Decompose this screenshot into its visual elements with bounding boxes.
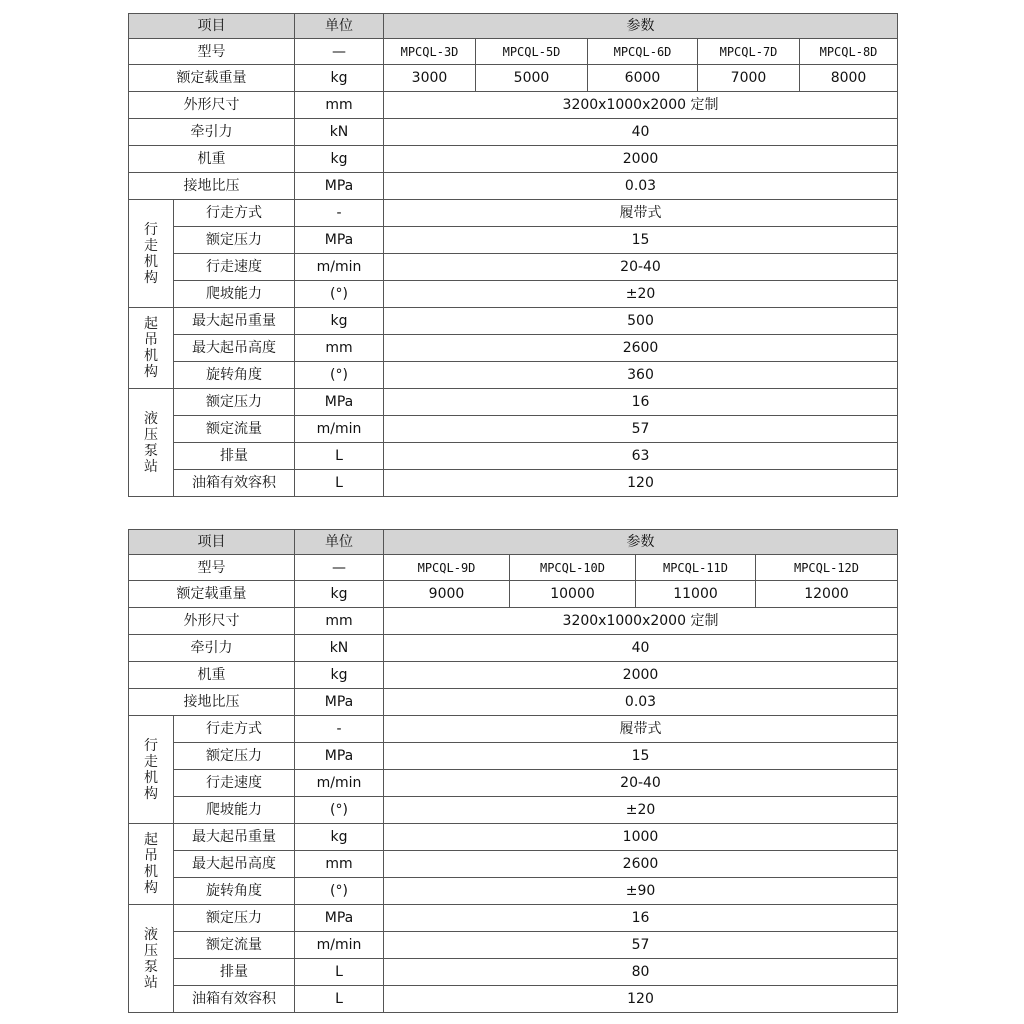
table-row xyxy=(129,389,898,416)
row-value: 40 xyxy=(384,119,898,146)
table-row xyxy=(129,662,898,689)
row-unit: kg xyxy=(295,308,384,335)
row-label: 额定流量 xyxy=(174,416,295,443)
row-label: 排量 xyxy=(174,443,295,470)
table-row xyxy=(129,119,898,146)
load-cell: 7000 xyxy=(698,65,800,92)
row-label: 油箱有效容积 xyxy=(174,470,295,497)
row-label: 行走速度 xyxy=(174,254,295,281)
load-row xyxy=(129,65,898,92)
model-cell: MPCQL-6D xyxy=(588,39,698,65)
row-unit: (°) xyxy=(295,797,384,824)
row-unit: — xyxy=(295,39,384,65)
header-row xyxy=(129,14,898,39)
row-unit: MPa xyxy=(295,689,384,716)
header-item: 项目 xyxy=(129,530,295,555)
table-row xyxy=(129,335,898,362)
row-value: 40 xyxy=(384,635,898,662)
row-unit: L xyxy=(295,959,384,986)
row-unit: m/min xyxy=(295,416,384,443)
load-cell: 8000 xyxy=(800,65,898,92)
row-unit: m/min xyxy=(295,932,384,959)
row-value: 3200x1000x2000 定制 xyxy=(384,608,898,635)
table-row xyxy=(129,959,898,986)
model-cell: MPCQL-10D xyxy=(510,555,636,581)
row-label: 额定载重量 xyxy=(129,581,295,608)
row-value: 20-40 xyxy=(384,770,898,797)
row-unit: - xyxy=(295,200,384,227)
row-label: 旋转角度 xyxy=(174,362,295,389)
table-row xyxy=(129,797,898,824)
header-unit: 单位 xyxy=(295,530,384,555)
row-unit: MPa xyxy=(295,905,384,932)
row-unit: kg xyxy=(295,662,384,689)
row-value: 履带式 xyxy=(384,716,898,743)
row-value: ±20 xyxy=(384,797,898,824)
row-unit: m/min xyxy=(295,254,384,281)
load-cell: 5000 xyxy=(476,65,588,92)
row-unit: mm xyxy=(295,335,384,362)
spec-table-1 xyxy=(128,13,898,497)
row-label: 接地比压 xyxy=(129,173,295,200)
model-cell: MPCQL-5D xyxy=(476,39,588,65)
row-unit: mm xyxy=(295,608,384,635)
row-value: 16 xyxy=(384,389,898,416)
row-label: 型号 xyxy=(129,555,295,581)
row-label: 接地比压 xyxy=(129,689,295,716)
group-label-travel: 行走机构 xyxy=(129,716,174,824)
row-unit: MPa xyxy=(295,389,384,416)
model-cell: MPCQL-9D xyxy=(384,555,510,581)
row-unit: kg xyxy=(295,581,384,608)
row-label: 排量 xyxy=(174,959,295,986)
table-row xyxy=(129,227,898,254)
row-label: 额定流量 xyxy=(174,932,295,959)
row-label: 机重 xyxy=(129,146,295,173)
model-cell: MPCQL-3D xyxy=(384,39,476,65)
row-unit: (°) xyxy=(295,362,384,389)
model-cell: MPCQL-11D xyxy=(636,555,756,581)
load-row xyxy=(129,581,898,608)
row-unit: kg xyxy=(295,146,384,173)
row-label: 最大起吊高度 xyxy=(174,851,295,878)
model-cell: MPCQL-12D xyxy=(756,555,898,581)
table-row xyxy=(129,200,898,227)
group-label-lifting: 起吊机构 xyxy=(129,824,174,905)
header-unit: 单位 xyxy=(295,14,384,39)
group-label-lifting: 起吊机构 xyxy=(129,308,174,389)
row-label: 爬坡能力 xyxy=(174,281,295,308)
row-value: 57 xyxy=(384,932,898,959)
row-value: 2600 xyxy=(384,851,898,878)
header-row xyxy=(129,530,898,555)
row-unit: m/min xyxy=(295,770,384,797)
row-label: 旋转角度 xyxy=(174,878,295,905)
row-value: 15 xyxy=(384,227,898,254)
row-label: 额定压力 xyxy=(174,905,295,932)
row-label: 牵引力 xyxy=(129,119,295,146)
table-row xyxy=(129,308,898,335)
table-row xyxy=(129,173,898,200)
row-value: ±90 xyxy=(384,878,898,905)
row-value: 履带式 xyxy=(384,200,898,227)
row-unit: L xyxy=(295,470,384,497)
table-row xyxy=(129,470,898,497)
model-row xyxy=(129,555,898,581)
row-unit: (°) xyxy=(295,878,384,905)
table-row xyxy=(129,824,898,851)
header-param: 参数 xyxy=(384,14,898,39)
row-value: 3200x1000x2000 定制 xyxy=(384,92,898,119)
row-unit: mm xyxy=(295,851,384,878)
row-label: 爬坡能力 xyxy=(174,797,295,824)
spec-table-2 xyxy=(128,529,898,1013)
group-label-travel: 行走机构 xyxy=(129,200,174,308)
row-unit: (°) xyxy=(295,281,384,308)
row-label: 行走方式 xyxy=(174,200,295,227)
row-unit: MPa xyxy=(295,227,384,254)
row-label: 型号 xyxy=(129,39,295,65)
row-value: 16 xyxy=(384,905,898,932)
table-row xyxy=(129,743,898,770)
row-unit: - xyxy=(295,716,384,743)
load-cell: 11000 xyxy=(636,581,756,608)
row-value: 120 xyxy=(384,470,898,497)
row-unit: kg xyxy=(295,824,384,851)
row-value: 360 xyxy=(384,362,898,389)
row-label: 额定压力 xyxy=(174,743,295,770)
row-label: 额定压力 xyxy=(174,227,295,254)
row-unit: kg xyxy=(295,65,384,92)
table-row xyxy=(129,362,898,389)
row-unit: kN xyxy=(295,635,384,662)
row-value: 63 xyxy=(384,443,898,470)
row-unit: L xyxy=(295,443,384,470)
row-label: 外形尺寸 xyxy=(129,608,295,635)
table-row xyxy=(129,92,898,119)
group-label-hydraulic: 液压泵站 xyxy=(129,905,174,1013)
row-label: 行走速度 xyxy=(174,770,295,797)
row-label: 机重 xyxy=(129,662,295,689)
row-value: 0.03 xyxy=(384,689,898,716)
model-cell: MPCQL-8D xyxy=(800,39,898,65)
row-label: 行走方式 xyxy=(174,716,295,743)
group-label-hydraulic: 液压泵站 xyxy=(129,389,174,497)
row-value: 1000 xyxy=(384,824,898,851)
row-unit: — xyxy=(295,555,384,581)
row-label: 外形尺寸 xyxy=(129,92,295,119)
load-cell: 12000 xyxy=(756,581,898,608)
row-value: 57 xyxy=(384,416,898,443)
row-value: 0.03 xyxy=(384,173,898,200)
row-value: 2000 xyxy=(384,662,898,689)
table-row xyxy=(129,932,898,959)
table-row xyxy=(129,254,898,281)
table-row xyxy=(129,716,898,743)
header-param: 参数 xyxy=(384,530,898,555)
row-value: 80 xyxy=(384,959,898,986)
row-unit: mm xyxy=(295,92,384,119)
row-label: 最大起吊重量 xyxy=(174,308,295,335)
table-row xyxy=(129,878,898,905)
row-value: 20-40 xyxy=(384,254,898,281)
row-label: 最大起吊重量 xyxy=(174,824,295,851)
row-value: ±20 xyxy=(384,281,898,308)
table-row xyxy=(129,851,898,878)
row-unit: MPa xyxy=(295,743,384,770)
row-value: 2600 xyxy=(384,335,898,362)
load-cell: 3000 xyxy=(384,65,476,92)
table-row xyxy=(129,986,898,1013)
row-unit: kN xyxy=(295,119,384,146)
table-row xyxy=(129,443,898,470)
row-label: 额定载重量 xyxy=(129,65,295,92)
table-row xyxy=(129,608,898,635)
row-value: 120 xyxy=(384,986,898,1013)
row-unit: MPa xyxy=(295,173,384,200)
row-value: 500 xyxy=(384,308,898,335)
load-cell: 10000 xyxy=(510,581,636,608)
row-value: 2000 xyxy=(384,146,898,173)
table-row xyxy=(129,635,898,662)
table-row xyxy=(129,689,898,716)
row-label: 额定压力 xyxy=(174,389,295,416)
model-cell: MPCQL-7D xyxy=(698,39,800,65)
load-cell: 9000 xyxy=(384,581,510,608)
table-row xyxy=(129,905,898,932)
table-row xyxy=(129,416,898,443)
row-label: 最大起吊高度 xyxy=(174,335,295,362)
model-row xyxy=(129,39,898,65)
row-value: 15 xyxy=(384,743,898,770)
row-label: 油箱有效容积 xyxy=(174,986,295,1013)
header-item: 项目 xyxy=(129,14,295,39)
load-cell: 6000 xyxy=(588,65,698,92)
row-unit: L xyxy=(295,986,384,1013)
table-row xyxy=(129,281,898,308)
table-row xyxy=(129,770,898,797)
table-row xyxy=(129,146,898,173)
row-label: 牵引力 xyxy=(129,635,295,662)
